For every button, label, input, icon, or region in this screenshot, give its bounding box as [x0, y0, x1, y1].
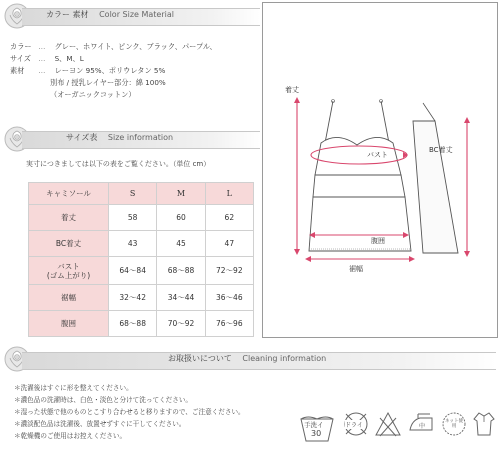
table-row — [29, 205, 254, 231]
size-note: 実寸につきましては以下の表をご覧ください。（単位 cm） — [26, 160, 211, 168]
row-header: BC着丈 — [29, 231, 109, 257]
label-bc-length: BC着丈 — [429, 146, 453, 154]
size-table — [28, 182, 254, 337]
care-line: ＊洗濯後はすぐに形を整えてください。 — [14, 384, 133, 392]
table-cell: 36～46 — [205, 285, 253, 311]
table-cell: 43 — [109, 231, 157, 257]
table-cell: 68～88 — [157, 257, 205, 285]
table-row — [29, 231, 254, 257]
care-line: ＊乾燥機のご使用はお控えください。 — [14, 432, 127, 440]
section-title-en: Color Size Material — [99, 10, 174, 19]
hand-wash-icon: 手洗イ 30 — [298, 411, 336, 445]
section-title: お取扱いについて — [168, 354, 232, 363]
table-cell: 45 — [157, 231, 205, 257]
section-title-en: Cleaning information — [242, 354, 327, 363]
measurement-diagram — [262, 2, 498, 338]
column-header: M — [157, 183, 205, 205]
table-cell: 34～44 — [157, 285, 205, 311]
table-cell: 72～92 — [205, 257, 253, 285]
spec-extra: 別布 / 授乳レイヤー部分：綿 100% — [50, 78, 166, 87]
column-header: L — [205, 183, 253, 205]
table-cell: 64～84 — [109, 257, 157, 285]
section-title: サイズ表 — [66, 133, 98, 142]
row-header: バスト (ゴム上がり) — [29, 257, 109, 285]
table-corner: キャミソール — [29, 183, 109, 205]
row-header: 着丈 — [29, 205, 109, 231]
column-header: S — [109, 183, 157, 205]
label-waist: 腹囲 — [371, 237, 385, 245]
table-row — [29, 311, 254, 337]
label-length: 着丈 — [285, 86, 299, 94]
label-bust: バスト — [367, 151, 388, 159]
section-title-en: Size information — [107, 133, 174, 142]
table-cell: 68～88 — [109, 311, 157, 337]
section-title: カラー 素材 — [46, 10, 89, 19]
spec-row-material: 素材 … レーヨン 95%、ポリウレタン 5% — [10, 66, 166, 75]
care-line: ＊濃淡配色品は洗濯後、放置せずすぐに干してください。 — [14, 420, 186, 428]
table-cell: 70～92 — [157, 311, 205, 337]
label-hem: 裾幅 — [349, 265, 363, 273]
table-cell: 32～42 — [109, 285, 157, 311]
shirt-icon — [472, 410, 496, 438]
no-dry-clean-icon: ドライ — [342, 410, 370, 438]
row-header: 裾幅 — [29, 285, 109, 311]
no-bleach-icon — [374, 410, 402, 438]
laundry-net-icon: ネット使用 — [440, 410, 468, 438]
spec-row-size: サイズ … S、M、L — [10, 54, 84, 63]
table-row — [29, 257, 254, 285]
iron-icon: 中 — [406, 412, 436, 436]
table-cell: 58 — [109, 205, 157, 231]
table-cell: 76～96 — [205, 311, 253, 337]
care-line: ＊湿った状態で他のものとこすり合わせると移りますので、ご注意ください。 — [14, 408, 245, 416]
camisole-illustration — [263, 3, 497, 337]
table-cell: 47 — [205, 231, 253, 257]
spec-extra-organic: （オーガニックコットン） — [50, 90, 136, 99]
table-cell: 60 — [157, 205, 205, 231]
spec-row-color: カラー … グレー、ホワイト、ピンク、ブラック、パープル、 — [10, 42, 217, 51]
care-line: ＊濃色品の洗濯時は、白色・淡色と分けて洗ってください。 — [14, 396, 193, 404]
table-row — [29, 285, 254, 311]
row-header: 腹囲 — [29, 311, 109, 337]
table-cell: 62 — [205, 205, 253, 231]
